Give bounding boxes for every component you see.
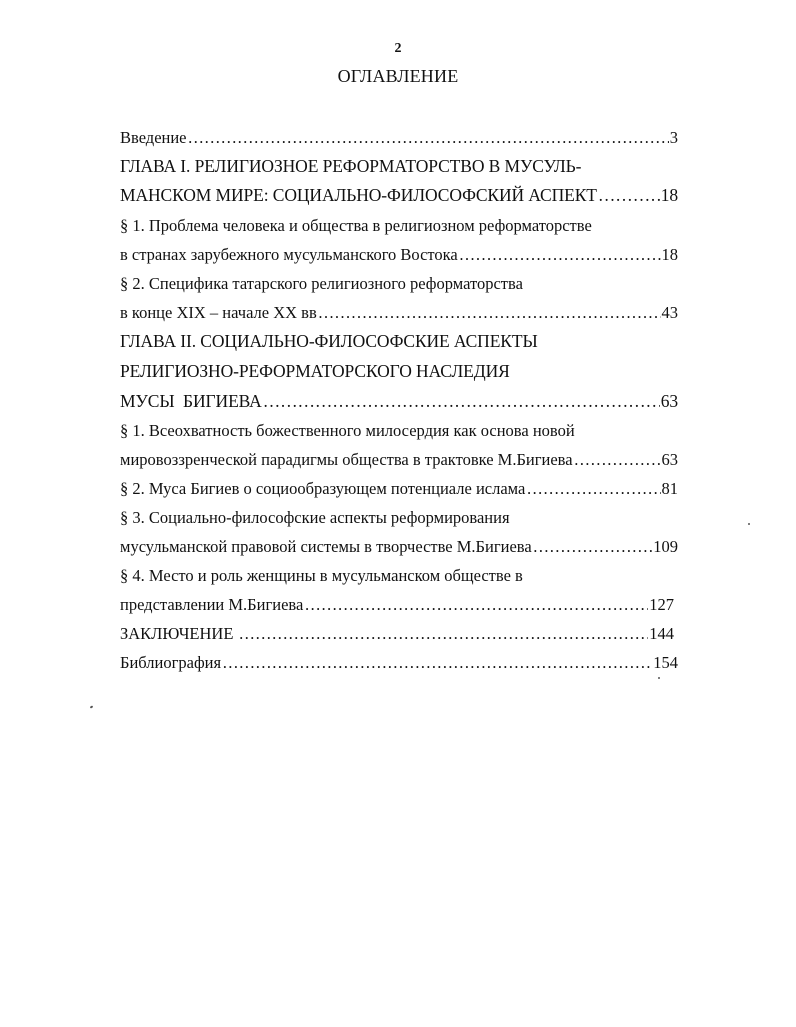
toc-leader-dots [526,481,660,498]
toc-entry-page: 18 [661,245,678,264]
toc-entry-text: Введение [120,128,187,147]
toc-entry-section-2-4 [120,597,674,614]
toc-entry-section-1-2 [120,305,678,322]
scan-speck [90,705,94,708]
toc-section-2-4-heading: § 4. Место и роль женщины в мусульманском обществе в [120,566,523,585]
toc-entry-text: МАНСКОМ МИРЕ: СОЦИАЛЬНО-ФИЛОСОФСКИЙ АСПЕКТ [120,185,597,205]
toc-leader-dots [239,626,649,643]
toc-leader-dots [598,187,660,205]
toc-leader-dots [188,130,669,147]
scan-speck [748,523,750,525]
toc-entry-text: в странах зарубежного мусульманского Востока [120,245,458,264]
toc-entry-page: 109 [653,537,678,556]
toc-entry-page: 81 [661,479,678,498]
toc-leader-dots [574,452,661,469]
toc-entry-text: Библиография [120,653,222,672]
toc-section-2-3-heading: § 3. Социально-философские аспекты реформирования [120,508,510,527]
toc-chapter-2-heading-line-2: РЕЛИГИОЗНО-РЕФОРМАТОРСКОГО НАСЛЕДИЯ [120,361,510,381]
toc-leader-dots [222,655,652,672]
toc-entry-text: мировоззренческой парадигмы общества в трактовке М.Бигиева [120,450,573,469]
toc-entry-page: 43 [661,303,678,322]
toc-entry-page: 63 [661,450,678,469]
toc-entry-conclusion [120,626,674,643]
toc-entry-page: 3 [669,128,678,147]
toc-entry-chapter-2 [120,393,678,411]
toc-entry-page: 154 [653,653,678,672]
scan-speck [658,677,660,679]
toc-entry-section-1-1 [120,247,678,264]
toc-entry-chapter-1 [120,187,678,205]
toc-chapter-2-heading-line-1: ГЛАВА II. СОЦИАЛЬНО-ФИЛОСОФСКИЕ АСПЕКТЫ [120,331,538,351]
toc-entry-text: ЗАКЛЮЧЕНИЕ [120,624,238,643]
toc-entry-text: мусульманской правовой системы в творчестве М.Бигиева [120,537,532,556]
toc-entry-page: 144 [649,624,674,643]
toc-entry-text: § 2. Муса Бигиев о социообразующем потенциале ислама [120,479,526,498]
toc-entry-intro [120,130,678,147]
toc-leader-dots [318,305,661,322]
toc-entry-page: 18 [660,185,678,205]
toc-entry-page: 63 [660,391,678,411]
toc-entry-section-2-1 [120,452,678,469]
toc-leader-dots [304,597,648,614]
toc-entry-section-2-3 [120,539,678,556]
toc-section-1-1-heading: § 1. Проблема человека и общества в религиозном реформаторстве [120,216,592,235]
page-title: ОГЛАВЛЕНИЕ [337,66,459,86]
toc-leader-dots [533,539,653,556]
toc-entry-section-2-2 [120,481,678,498]
toc-entry-text: в конце XIX – начале XX вв [120,303,317,322]
page-number: 2 [394,41,402,56]
toc-entry-text: представлении М.Бигиева [120,595,304,614]
toc-leader-dots [459,247,661,264]
toc-entry-bibliography [120,655,678,672]
toc-section-2-1-heading: § 1. Всеохватность божественного милосердия как основа новой [120,421,575,440]
toc-entry-text: МУСЫ БИГИЕВА [120,391,262,411]
toc-chapter-1-heading: ГЛАВА I. РЕЛИГИОЗНОЕ РЕФОРМАТОРСТВО В МУСУЛЬ- [120,156,582,176]
toc-entry-page: 127 [649,595,674,614]
toc-leader-dots [263,393,660,411]
toc-section-1-2-heading: § 2. Специфика татарского религиозного реформаторства [120,274,523,293]
